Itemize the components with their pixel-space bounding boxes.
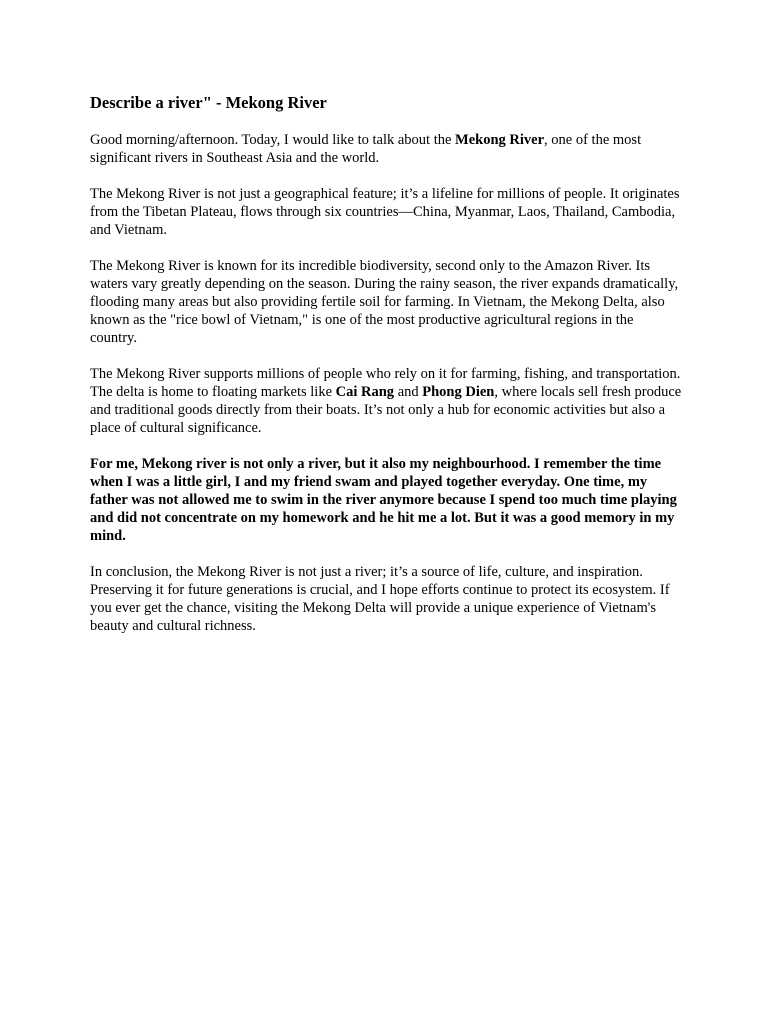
paragraph-intro	[90, 131, 682, 167]
paragraph-conclusion: In conclusion, the Mekong River is not just a river; it’s a source of life, culture, and inspiration. Preserving it for future generations is crucial, and I hope efforts continue to protect its ecosystem. If you ever get the chance, visiting the Mekong Delta will provide a unique experience of Vietnam's beauty and cultural richness.	[90, 564, 670, 634]
paragraph-personal-memory: For me, Mekong river is not only a river, but it also my neighbourhood. I remember the time when I was a little girl, I and my friend swam and played together everyday. One time, my father was not allowed me to swim in the river anymore because I spend too much time playing and did not concentrate on my homework and he hit me a lot. But it was a good memory in my mind.	[90, 456, 677, 544]
document-title: Describe a river" - Mekong River	[90, 93, 327, 112]
mekong-river-bold: Mekong River	[455, 132, 545, 148]
paragraph-livelihood	[90, 365, 682, 437]
paragraph-livelihood-text-2: and	[394, 384, 423, 400]
paragraph-intro-text-start: Good morning/afternoon. Today, I would like to talk about the	[90, 132, 456, 148]
document-page	[90, 93, 682, 653]
phong-dien-bold: Phong Dien	[422, 384, 495, 400]
paragraph-biodiversity: The Mekong River is known for its incredible biodiversity, second only to the Amazon River. Its waters vary greatly depending on the season. During the rainy season, the river expands dramatically, flooding many areas but also providing fertile soil for farming. In Vietnam, the Mekong Delta, also known as the "rice bowl of Vietnam," is one of the most productive agricultural regions in the country.	[90, 258, 679, 346]
paragraph-livelihood-text-3: , where locals sell fresh produce and traditional goods directly from their boats. It’s not only a hub for economic activities but also a place of cultural significance.	[90, 384, 682, 436]
paragraph-intro-text-end: , one of the most significant rivers in Southeast Asia and the world.	[90, 132, 642, 166]
paragraph-origin: The Mekong River is not just a geographical feature; it’s a lifeline for millions of people. It originates from the Tibetan Plateau, flows through six countries—China, Myanmar, Laos, Thailand, Cambodia, and Vietnam.	[90, 186, 680, 238]
cai-rang-bold: Cai Rang	[335, 384, 395, 400]
paragraph-livelihood-text-1: The Mekong River supports millions of people who rely on it for farming, fishing, and transportation. The delta is home to floating markets like	[90, 366, 681, 400]
